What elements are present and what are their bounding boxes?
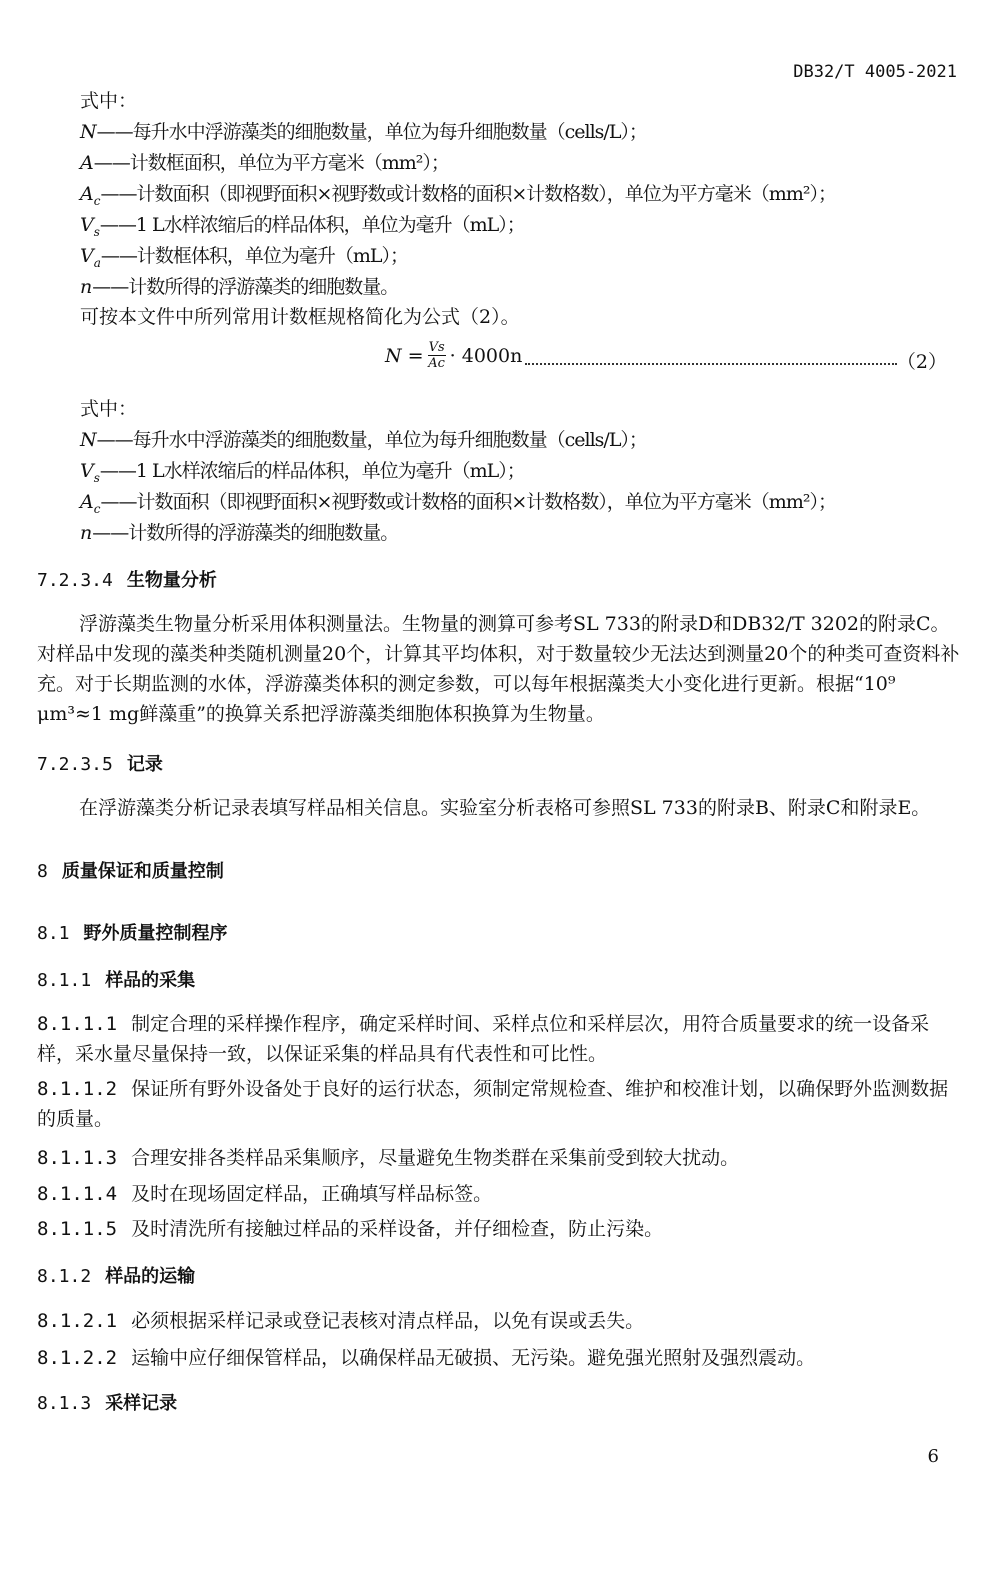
symbol-subscript: a xyxy=(93,255,101,270)
leader-dots xyxy=(525,349,897,365)
symbol: V xyxy=(80,214,94,236)
symbol: n xyxy=(80,522,93,544)
definition: ——计数面积（即视野面积×视野数或计数格的面积×计数格数），单位为平方毫米（mm²）； xyxy=(100,183,836,205)
symbol: V xyxy=(80,460,94,482)
item-8-1-2-1: 8.1.2.1 必须根据采样记录或登记表核对清点样品，以免有误或丢失。 xyxy=(37,1310,645,1332)
def1-row xyxy=(80,148,449,178)
heading-7-2-3-4: 7.2.3.4 生物量分析 xyxy=(37,570,217,591)
def1-row xyxy=(80,117,647,147)
symbol: V xyxy=(80,245,94,267)
heading-8-1-1: 8.1.1 样品的采集 xyxy=(37,970,196,991)
definition: ——计数面积（即视野面积×视野数或计数格的面积×计数格数），单位为平方毫米（mm²）； xyxy=(100,491,836,513)
paragraph-biomass: 浮游藻类生物量分析采用体积测量法。生物量的测算可参考SL 733的附录D和DB32/T 3202的附录C。对样品中发现的藻类种类随机测量20个，计算其平均体积，对于数量较少无法达到测量20个的种类可查资料补充。对于长期监测的水体，浮游藻类体积的测定参数，可以每年根据藻类大小变化进行更新。根据“10⁹ μm³≈1 mg鲜藻重”的换算关系把浮游藻类细胞体积换算为生物量。 xyxy=(37,613,960,725)
heading-8-1-2: 8.1.2 样品的运输 xyxy=(37,1266,196,1287)
def2-row xyxy=(80,425,647,455)
where-label: 式中： xyxy=(80,90,138,112)
formula-rhs: · 4000n xyxy=(449,344,523,367)
paragraph-record: 在浮游藻类分析记录表填写样品相关信息。实验室分析表格可参照SL 733的附录B、附录C和附录E。 xyxy=(79,797,931,819)
formula-numerator: Vs xyxy=(428,340,445,355)
heading-8-1-3: 8.1.3 采样记录 xyxy=(37,1393,178,1414)
item-8-1-1-5: 8.1.1.5 及时清洗所有接触过样品的采样设备，并仔细检查，防止污染。 xyxy=(37,1218,664,1240)
symbol-subscript: s xyxy=(93,470,100,485)
symbol: n xyxy=(80,276,93,298)
symbol: A xyxy=(80,491,94,513)
symbol-subscript: c xyxy=(93,501,101,516)
heading-8-1: 8.1 野外质量控制程序 xyxy=(37,923,228,944)
definition: ——每升水中浮游藻类的细胞数量，单位为每升细胞数量（cells/L）； xyxy=(96,121,647,143)
symbol-subscript: c xyxy=(93,193,101,208)
formula-fraction xyxy=(428,340,446,371)
heading-8: 8 质量保证和质量控制 xyxy=(37,861,224,882)
heading-7-2-3-5: 7.2.3.5 记录 xyxy=(37,754,163,775)
definition: ——计数框体积，单位为毫升（mL）； xyxy=(100,245,409,267)
def1-row xyxy=(80,272,398,302)
item-8-1-1-2: 8.1.1.2 保证所有野外设备处于良好的运行状态，须制定常规检查、维护和校准计划，以确保野外监测数据的质量。 xyxy=(37,1078,949,1130)
definition: ——计数所得的浮游藻类的细胞数量。 xyxy=(92,276,399,298)
symbol: A xyxy=(80,152,94,174)
definition: ——计数框面积，单位为平方毫米（mm²）； xyxy=(93,152,449,174)
formula-lhs: N = xyxy=(385,344,424,367)
simplify-note: 可按本文件中所列常用计数框规格简化为公式（2）。 xyxy=(80,306,520,328)
symbol: A xyxy=(80,183,94,205)
symbol: N xyxy=(80,429,97,451)
definition: ——1 L水样浓缩后的样品体积，单位为毫升（mL）； xyxy=(99,214,525,236)
equation-number: （2） xyxy=(896,351,947,373)
document-code: DB32/T 4005-2021 xyxy=(793,62,957,82)
definition: ——每升水中浮游藻类的细胞数量，单位为每升细胞数量（cells/L）； xyxy=(96,429,647,451)
symbol: N xyxy=(80,121,97,143)
formula-denominator: Ac xyxy=(428,356,445,371)
definition: ——计数所得的浮游藻类的细胞数量。 xyxy=(92,522,399,544)
item-8-1-1-3: 8.1.1.3 合理安排各类样品采集顺序，尽量避免生物类群在采集前受到较大扰动。 xyxy=(37,1147,740,1169)
formula-2 xyxy=(385,340,522,371)
symbol-subscript: s xyxy=(93,224,100,239)
definition: ——1 L水样浓缩后的样品体积，单位为毫升（mL）； xyxy=(99,460,525,482)
where-label-2: 式中： xyxy=(80,398,138,420)
item-8-1-1-1: 8.1.1.1 制定合理的采样操作程序，确定采样时间、采样点位和采样层次，用符合质量要求的统一设备采样，采水量尽量保持一致，以保证采集的样品具有代表性和可比性。 xyxy=(37,1013,930,1065)
def2-row xyxy=(80,518,398,548)
item-8-1-1-4: 8.1.1.4 及时在现场固定样品，正确填写样品标签。 xyxy=(37,1183,493,1205)
item-8-1-2-2: 8.1.2.2 运输中应仔细保管样品，以确保样品无破损、无污染。避免强光照射及强烈震动。 xyxy=(37,1347,816,1369)
page-number: 6 xyxy=(927,1446,939,1467)
